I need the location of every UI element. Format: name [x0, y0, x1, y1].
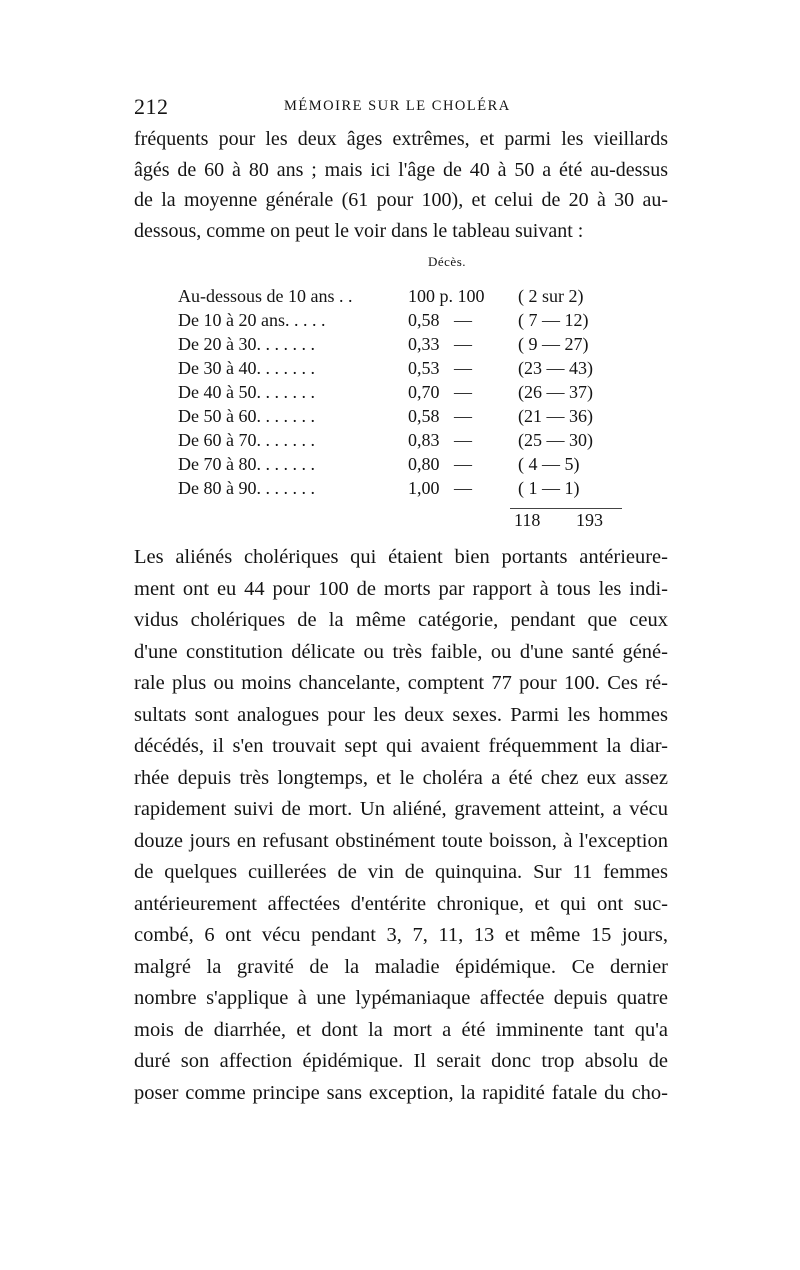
death-counts: (21 — 36) — [518, 406, 593, 426]
text-line: sultats sont analogues pour les deux sexes. Parmi les hommes — [134, 703, 668, 726]
text-line: dessous, comme on peut le voir dans le tableau suivant : — [134, 219, 584, 242]
page-number: 212 — [134, 94, 169, 119]
totals-rule — [510, 508, 622, 509]
text-line: rapidement suivi de mort. Un aliéné, gravement atteint, a vécu — [134, 798, 668, 820]
age-range: De 50 à 60. . . . . . . — [178, 406, 315, 426]
dash: — — [454, 382, 472, 402]
table-row — [178, 382, 638, 406]
dash: — — [454, 406, 472, 426]
text-line: âgés de 60 à 80 ans ; mais ici l'âge de 40 à 50 a été au-dessus — [134, 158, 668, 181]
death-counts: ( 7 — 12) — [518, 310, 589, 330]
table-header-deces: Décès. — [428, 254, 467, 269]
text-line: antérieurement affectées d'entérite chronique, et qui ont suc- — [134, 892, 668, 915]
dash: — — [454, 454, 472, 474]
text-line: ment ont eu 44 pour 100 de morts par rapport à tous les indi- — [134, 577, 668, 600]
text-line: combé, 6 ont vécu pendant 3, 7, 11, 13 et même 15 jours, — [134, 924, 668, 946]
total-deaths: 118 — [514, 510, 541, 530]
text-line: de la moyenne générale (61 pour 100), et celui de 20 à 30 au- — [134, 189, 668, 212]
paragraph-main — [134, 542, 668, 1109]
table-row — [178, 334, 638, 358]
age-range: Au-dessous de 10 ans . . — [178, 286, 353, 306]
dash: — — [454, 310, 472, 330]
death-rate: 1,00 — [408, 478, 440, 498]
death-counts: ( 2 sur 2) — [518, 286, 584, 306]
age-range: De 10 à 20 ans. . . . . — [178, 310, 326, 330]
death-rate: 0,53 — [408, 358, 440, 378]
text-line: duré son affection épidémique. Il serait donc trop absolu de — [134, 1050, 668, 1072]
text-line: rale plus ou moins chancelante, comptent 77 pour 100. Ces ré- — [134, 672, 668, 694]
age-range: De 20 à 30. . . . . . . — [178, 334, 315, 354]
table-row — [178, 310, 638, 334]
table-row — [178, 406, 638, 430]
death-counts: ( 1 — 1) — [518, 478, 580, 498]
text-line: mois de diarrhée, et dont la mort a été imminente tant qu'a — [134, 1018, 668, 1041]
dash: — — [454, 430, 472, 450]
death-counts: (26 — 37) — [518, 382, 593, 402]
text-line: Les aliénés cholériques qui étaient bien portants antérieure- — [134, 546, 668, 568]
table-row — [178, 286, 638, 310]
age-range: De 70 à 80. . . . . . . — [178, 454, 315, 474]
text-line: douze jours en refusant obstinément toute boisson, à l'exception — [134, 829, 668, 852]
table-row — [178, 430, 638, 454]
table-row — [178, 358, 638, 382]
table-row — [178, 454, 638, 478]
death-rate: 0,58 — [408, 310, 440, 330]
text-line: poser comme principe sans exception, la rapidité fatale du cho- — [134, 1081, 668, 1104]
death-rate: 0,80 — [408, 454, 440, 474]
text-line: malgré la gravité de la maladie épidémique. Ce dernier — [134, 955, 668, 978]
running-head — [134, 94, 674, 118]
text-line: décédés, il s'en trouvait sept qui avaient fréquemment la diar- — [134, 735, 668, 757]
age-range: De 80 à 90. . . . . . . — [178, 478, 315, 498]
running-title: MÉMOIRE SUR LE CHOLÉRA — [284, 98, 511, 114]
total-cases: 193 — [576, 510, 603, 530]
text-line: nombre s'applique à une lypémaniaque affectée depuis quatre — [134, 987, 668, 1009]
death-counts: (23 — 43) — [518, 358, 593, 378]
death-counts: (25 — 30) — [518, 430, 593, 450]
age-range: De 60 à 70. . . . . . . — [178, 430, 315, 450]
death-counts: ( 9 — 27) — [518, 334, 589, 354]
death-counts: ( 4 — 5) — [518, 454, 580, 474]
death-rate: 0,83 — [408, 430, 440, 450]
death-rate: 0,33 — [408, 334, 440, 354]
text-line: rhée depuis très longtemps, et le choléra a été chez eux assez — [134, 766, 668, 789]
dash: — — [454, 358, 472, 378]
death-rate: 100 p. 100 — [408, 286, 485, 306]
death-rate: 0,58 — [408, 406, 440, 426]
death-rate: 0,70 — [408, 382, 440, 402]
text-line: fréquents pour les deux âges extrêmes, et parmi les vieillards — [134, 128, 668, 150]
age-range: De 30 à 40. . . . . . . — [178, 358, 315, 378]
totals-row — [508, 510, 638, 534]
text-line: de quelques cuillerées de vin de quinquina. Sur 11 femmes — [134, 861, 668, 883]
table-row — [178, 478, 638, 502]
text-line: d'une constitution délicate ou très faible, ou d'une santé géné- — [134, 640, 668, 663]
age-range: De 40 à 50. . . . . . . — [178, 382, 315, 402]
dash: — — [454, 478, 472, 498]
paragraph-intro — [134, 124, 668, 246]
dash: — — [454, 334, 472, 354]
text-line: vidus cholériques de la même catégorie, pendant que ceux — [134, 609, 668, 631]
